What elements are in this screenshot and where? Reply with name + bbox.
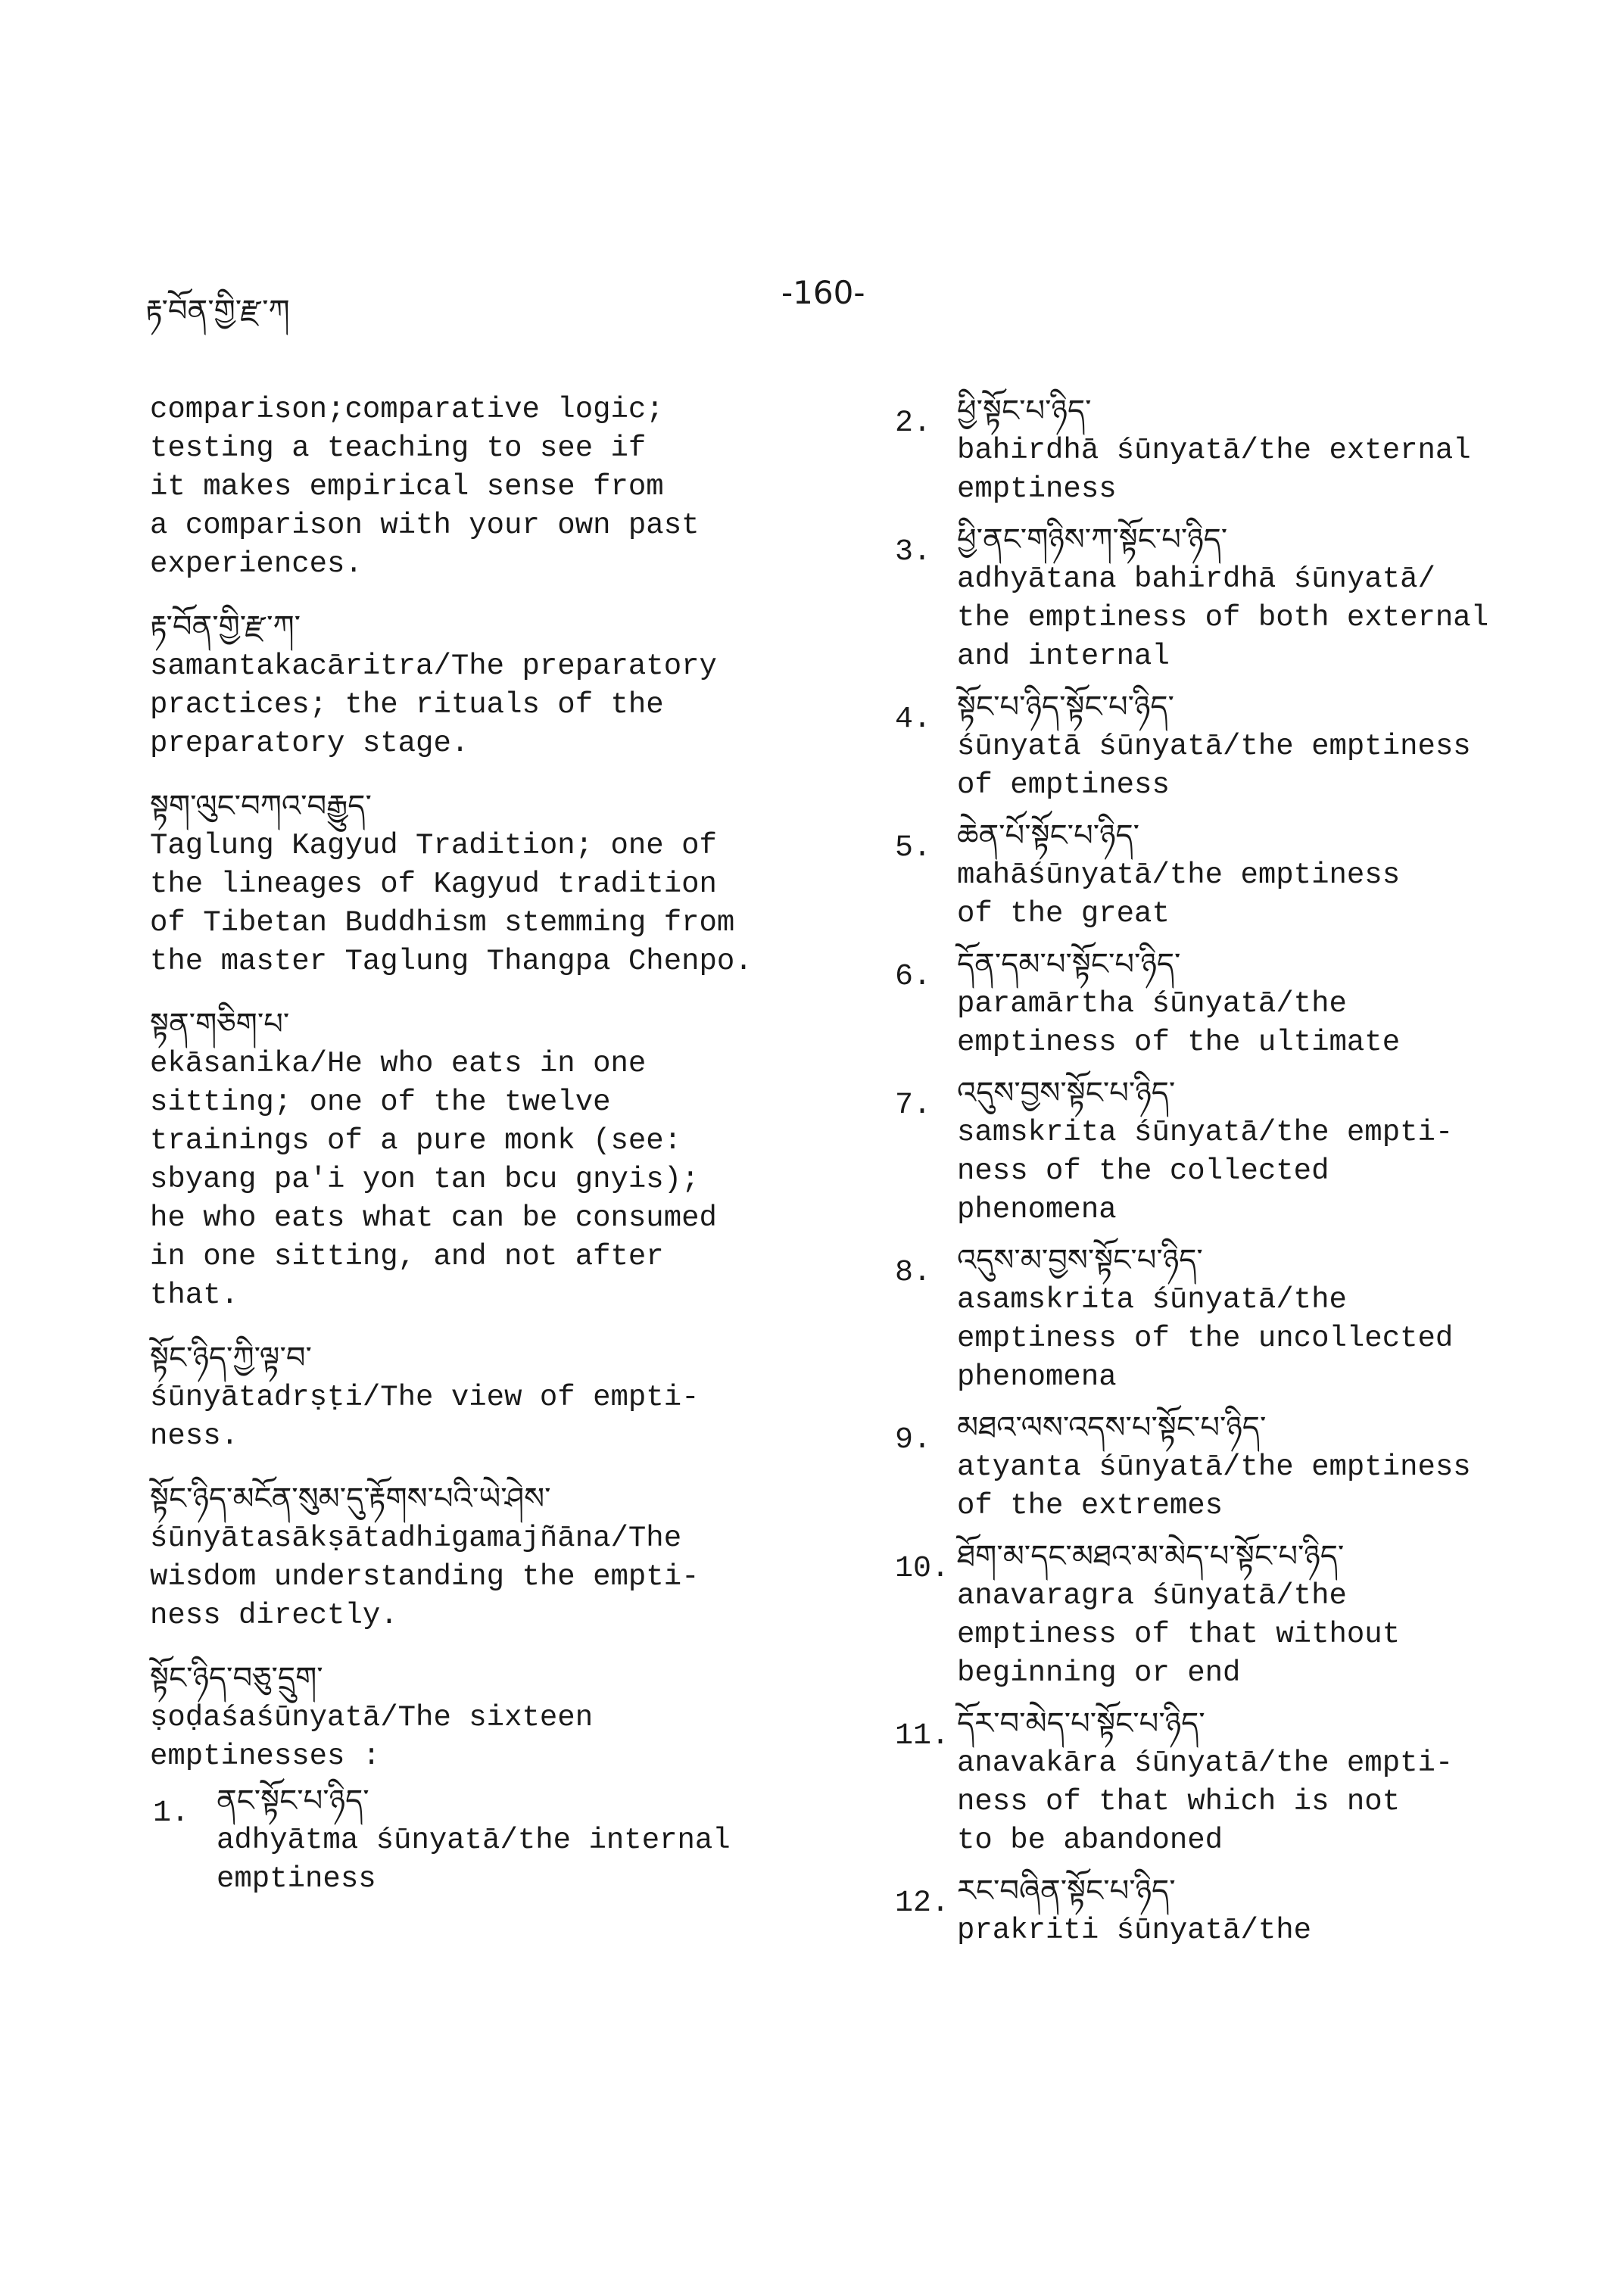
definition-line: śūnyātasākṣātadhigamajñāna/The bbox=[150, 1522, 682, 1555]
definition-line: it makes empirical sense from bbox=[150, 470, 664, 503]
definition-line: phenomena bbox=[957, 1360, 1117, 1394]
item-body bbox=[957, 1871, 1576, 1950]
tibetan-headword: དོན་དམ་པ་སྟོང་པ་ཉིད་ bbox=[957, 947, 1181, 982]
tibetan-headword: རང་བཞིན་སྟོང་པ་ཉིད་ bbox=[957, 1874, 1176, 1908]
numbered-item bbox=[895, 815, 1576, 933]
definition-line: ness directly. bbox=[150, 1599, 398, 1632]
left-column bbox=[150, 391, 831, 1909]
tibetan-headword: ཐོག་མ་དང་མཐའ་མ་མེད་པ་སྟོང་པ་ཉིད་ bbox=[957, 1539, 1345, 1574]
tibetan-headword: སྟོང་ཉིད་ཀྱི་ལྟ་བ་ bbox=[150, 1341, 312, 1375]
definition-line: adhyātma śūnyatā/the internal bbox=[217, 1824, 731, 1857]
definition-line: sbyang pa'i yon tan bcu gnyis); bbox=[150, 1163, 700, 1196]
item-number: 11. bbox=[895, 1719, 950, 1753]
item-body bbox=[957, 391, 1576, 509]
item-number: 10. bbox=[895, 1552, 950, 1586]
tibetan-headword: ཕྱི་སྟོང་པ་ཉིད་ bbox=[957, 394, 1092, 428]
definition-line: beginning or end bbox=[957, 1656, 1241, 1690]
tibetan-headword: སྟག་ལུང་བཀའ་བརྒྱུད་ bbox=[150, 789, 372, 824]
numbered-item bbox=[895, 519, 1576, 676]
definition-line: paramārtha śūnyatā/the bbox=[957, 987, 1347, 1020]
definition-line: ness of the collected bbox=[957, 1154, 1329, 1188]
definition-line: a comparison with your own past bbox=[150, 509, 700, 542]
definition-line: śūnyatā śūnyatā/the emptiness bbox=[957, 730, 1471, 763]
numbered-item bbox=[153, 1781, 831, 1899]
item-body bbox=[217, 1781, 831, 1899]
definition-line: anavakāra śūnyatā/the empti- bbox=[957, 1746, 1454, 1780]
definition-line: ekāsanika/He who eats in one bbox=[150, 1047, 647, 1080]
definition-line: asamskrita śūnyatā/the bbox=[957, 1283, 1347, 1316]
tibetan-headword: སྟན་གཅིག་པ་ bbox=[150, 1007, 290, 1042]
item-body bbox=[957, 815, 1576, 933]
definition-line: the master Taglung Thangpa Chenpo. bbox=[150, 945, 753, 978]
item-body bbox=[957, 1073, 1576, 1229]
numbered-item bbox=[895, 1073, 1576, 1229]
definition-line: of the great bbox=[957, 897, 1170, 930]
item-number: 5. bbox=[895, 831, 932, 865]
item-body bbox=[957, 1240, 1576, 1397]
item-number: 3. bbox=[895, 535, 932, 569]
definition-line: that. bbox=[150, 1279, 239, 1312]
definition-line: samskrita śūnyatā/the empti- bbox=[957, 1116, 1454, 1149]
definition-line: Taglung Kagyud Tradition; one of bbox=[150, 829, 717, 862]
definition-line: adhyātana bahirdhā śūnyatā/ bbox=[957, 562, 1435, 596]
page-number: -160- bbox=[781, 274, 865, 311]
definition-line: ness. bbox=[150, 1419, 239, 1453]
tibetan-headword: སྟོང་པ་ཉིད་སྟོང་པ་ཉིད་ bbox=[957, 690, 1174, 724]
definition-line: emptiness of the ultimate bbox=[957, 1026, 1401, 1059]
definition-line: in one sitting, and not after bbox=[150, 1240, 664, 1273]
definition-line: and internal bbox=[957, 640, 1170, 673]
running-header: རྟ་བོན་གྱི་རྫ་ཀ bbox=[145, 294, 290, 329]
definition-line: comparison;comparative logic; bbox=[150, 393, 664, 426]
continued-definition bbox=[150, 391, 831, 584]
definition-line: emptiness of that without bbox=[957, 1618, 1401, 1651]
definition-line: practices; the rituals of the bbox=[150, 688, 664, 721]
definition-line: of emptiness bbox=[957, 768, 1170, 802]
definition-line: the lineages of Kagyud tradition bbox=[150, 868, 717, 901]
item-number: 2. bbox=[895, 407, 932, 441]
definition-line: emptiness bbox=[217, 1862, 376, 1896]
definition-line: bahirdhā śūnyatā/the external bbox=[957, 434, 1471, 467]
item-number: 9. bbox=[895, 1423, 932, 1457]
definition-line: experiences. bbox=[150, 547, 363, 581]
numbered-item bbox=[895, 391, 1576, 509]
definition-line: atyanta śūnyatā/the emptiness bbox=[957, 1450, 1471, 1484]
item-number: 1. bbox=[153, 1796, 190, 1830]
definition-line: wisdom understanding the empti- bbox=[150, 1560, 700, 1594]
definition-line: of Tibetan Buddhism stemming from bbox=[150, 906, 735, 939]
definition-line: of the extremes bbox=[957, 1489, 1223, 1522]
numbered-item bbox=[895, 1703, 1576, 1860]
item-body bbox=[957, 1407, 1576, 1525]
item-body bbox=[957, 1703, 1576, 1860]
definition-line: he who eats what can be consumed bbox=[150, 1201, 717, 1235]
definition-line: samantakacāritra/The preparatory bbox=[150, 650, 717, 683]
definition-line: emptiness of the uncollected bbox=[957, 1322, 1454, 1355]
item-body bbox=[957, 687, 1576, 805]
definition-line: prakriti śūnyatā/the bbox=[957, 1914, 1312, 1947]
definition-line: emptiness bbox=[957, 472, 1117, 506]
definition-line: śūnyātadrṣṭi/The view of empti- bbox=[150, 1381, 700, 1414]
dictionary-entry bbox=[150, 786, 831, 981]
numbered-item bbox=[895, 1240, 1576, 1397]
definition-line: ṣoḍaśaśūnyatā/The sixteen bbox=[150, 1701, 594, 1734]
item-body bbox=[957, 519, 1576, 676]
tibetan-headword: རྟ་བོན་གྱི་རྫ་ཀ་ bbox=[150, 609, 301, 644]
tibetan-headword: འདུས་མ་བྱས་སྟོང་པ་ཉིད་ bbox=[957, 1243, 1203, 1278]
tibetan-headword: ནང་སྟོང་པ་ཉིད་ bbox=[217, 1784, 369, 1818]
dictionary-entry bbox=[150, 1338, 831, 1456]
definition-line: testing a teaching to see if bbox=[150, 431, 647, 465]
tibetan-headword: ཆེན་པོ་སྟོང་པ་ཉིད་ bbox=[957, 818, 1140, 853]
numbered-item bbox=[895, 1407, 1576, 1525]
definition-line: trainings of a pure monk (see: bbox=[150, 1124, 682, 1157]
tibetan-headword: སྟོང་ཉིད་མངོན་སུམ་དུ་རྟོགས་པའི་ཡེ་ཤེས་ bbox=[150, 1481, 551, 1516]
definition-line: preparatory stage. bbox=[150, 727, 469, 760]
definition-line: to be abandoned bbox=[957, 1824, 1223, 1857]
item-number: 8. bbox=[895, 1256, 932, 1290]
tibetan-headword: འདུས་བྱས་སྟོང་པ་ཉིད་ bbox=[957, 1076, 1176, 1111]
tibetan-headword: ཕྱི་ནང་གཉིས་ཀ་སྟོང་པ་ཉིད་ bbox=[957, 522, 1228, 557]
item-number: 6. bbox=[895, 960, 932, 994]
definition-line: phenomena bbox=[957, 1193, 1117, 1226]
right-column bbox=[895, 391, 1576, 1961]
dictionary-entry bbox=[150, 1004, 831, 1315]
item-number: 4. bbox=[895, 703, 932, 737]
item-number: 7. bbox=[895, 1089, 932, 1123]
definition-line: anavaragra śūnyatā/the bbox=[957, 1579, 1347, 1612]
item-body bbox=[957, 1536, 1576, 1693]
dictionary-entry bbox=[150, 606, 831, 763]
numbered-item bbox=[895, 1536, 1576, 1693]
item-number: 12. bbox=[895, 1886, 950, 1921]
numbered-item bbox=[895, 687, 1576, 805]
tibetan-headword: མཐའ་ལས་འདས་པ་སྟོང་པ་ཉིད་ bbox=[957, 1410, 1267, 1445]
definition-line: the emptiness of both external bbox=[957, 601, 1489, 634]
definition-line: sitting; one of the twelve bbox=[150, 1086, 611, 1119]
dictionary-entry bbox=[150, 1658, 831, 1776]
tibetan-headword: སྟོང་ཉིད་བཅུ་དྲུག་ bbox=[150, 1661, 323, 1696]
definition-line: emptinesses : bbox=[150, 1740, 381, 1773]
dictionary-entry bbox=[150, 1478, 831, 1635]
definition-line: mahāśūnyatā/the emptiness bbox=[957, 858, 1401, 892]
numbered-item bbox=[895, 944, 1576, 1062]
item-body bbox=[957, 944, 1576, 1062]
tibetan-headword: དོར་བ་མེད་པ་སྟོང་པ་ཉིད་ bbox=[957, 1706, 1205, 1741]
numbered-item bbox=[895, 1871, 1576, 1950]
definition-line: ness of that which is not bbox=[957, 1785, 1401, 1818]
